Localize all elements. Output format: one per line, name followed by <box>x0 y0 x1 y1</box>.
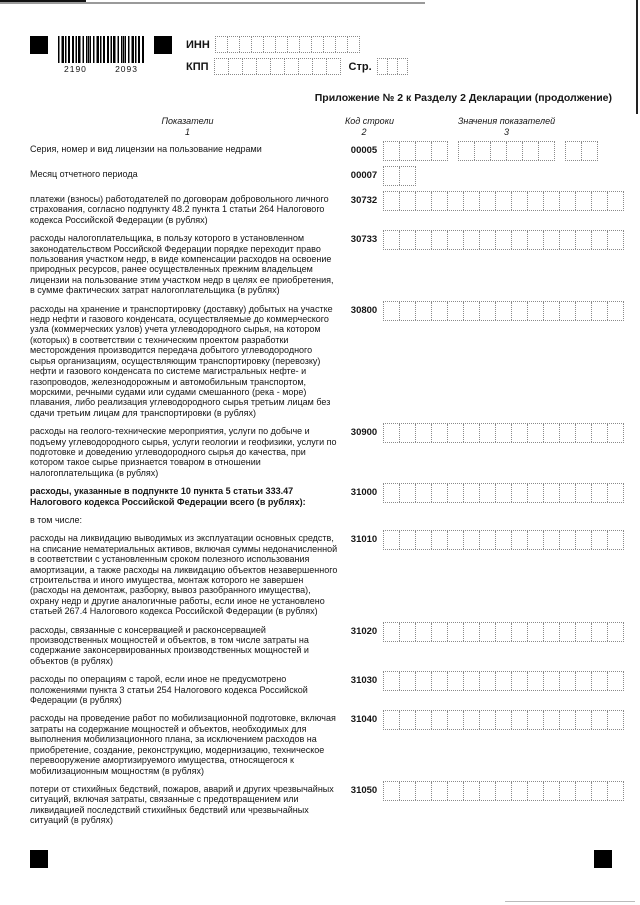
value-cell[interactable] <box>591 711 607 729</box>
row-label: Месяц отчетного периода <box>30 169 138 179</box>
column-header-line-code <box>345 116 394 138</box>
table-row <box>30 625 634 667</box>
barcode-digits <box>58 63 144 74</box>
value-cell[interactable] <box>463 672 479 690</box>
value-cell[interactable] <box>431 623 447 641</box>
scan-artifact <box>0 2 425 4</box>
page-title: Приложение № 2 к Разделу 2 Декларации (продолжение) <box>314 92 612 104</box>
page-number-input[interactable] <box>377 58 408 75</box>
table-row <box>30 194 634 225</box>
inn-input[interactable] <box>215 36 360 53</box>
value-cell[interactable] <box>591 531 607 549</box>
value-cell[interactable] <box>543 711 559 729</box>
value-cell[interactable] <box>399 531 415 549</box>
value-cell[interactable] <box>447 672 463 690</box>
value-cell[interactable] <box>543 531 559 549</box>
value-cell[interactable] <box>463 711 479 729</box>
row-value-cells <box>383 141 598 161</box>
value-cell[interactable] <box>431 672 447 690</box>
kpp-row <box>186 58 408 75</box>
row-code: 31020 <box>350 625 378 637</box>
value-cell[interactable] <box>384 672 399 690</box>
value-cell[interactable] <box>415 672 431 690</box>
value-cell[interactable] <box>384 167 399 185</box>
registration-mark <box>594 850 612 868</box>
value-cell[interactable] <box>566 142 581 160</box>
value-cell[interactable] <box>543 672 559 690</box>
value-cell[interactable] <box>384 782 399 800</box>
value-cell[interactable] <box>575 623 591 641</box>
value-cell[interactable] <box>463 231 479 249</box>
value-cell[interactable] <box>384 484 399 502</box>
value-cell-group <box>383 423 624 443</box>
row-code: 30732 <box>350 195 378 206</box>
row-code: 31030 <box>350 675 378 687</box>
value-cell[interactable] <box>415 192 431 210</box>
value-cell[interactable] <box>495 192 511 210</box>
value-cell[interactable] <box>511 231 527 249</box>
value-cell[interactable] <box>431 142 447 160</box>
value-cell-group <box>383 622 624 642</box>
scan-artifact <box>505 901 635 902</box>
row-label: в том числе: <box>30 514 82 525</box>
value-cell[interactable] <box>447 623 463 641</box>
value-cell-group <box>458 141 555 161</box>
value-cell[interactable] <box>511 192 527 210</box>
inn-row <box>186 36 408 53</box>
registration-mark <box>30 36 48 54</box>
value-cell-group <box>383 191 624 211</box>
table-row <box>30 426 634 478</box>
value-cell[interactable] <box>447 302 463 320</box>
table-row <box>30 674 634 705</box>
value-cell[interactable] <box>575 192 591 210</box>
value-cell[interactable] <box>511 424 527 442</box>
value-cell[interactable] <box>511 484 527 502</box>
scan-artifact <box>636 0 638 114</box>
input-cell[interactable] <box>311 37 323 52</box>
value-cell[interactable] <box>384 711 399 729</box>
value-cell[interactable] <box>399 484 415 502</box>
value-cell[interactable] <box>559 302 575 320</box>
row-label: расходы на геолого-технические мероприятия, услуги по добыче и подъему углеводородного сырья, услуги геологии и геофизики, услуги по подготовке и доведению углеводородного сырья до качества, при котором такое сырье признается товаром в отношении налогоплательщика (в рублях) <box>30 426 337 478</box>
input-cell[interactable] <box>228 59 242 74</box>
row-value-cells <box>383 230 624 250</box>
input-cell[interactable] <box>256 59 270 74</box>
value-cell[interactable] <box>511 623 527 641</box>
value-cell-group <box>383 710 624 730</box>
value-cell-group <box>383 301 624 321</box>
value-cell[interactable] <box>463 531 479 549</box>
value-cell[interactable] <box>495 782 511 800</box>
value-cell[interactable] <box>384 142 399 160</box>
row-label: расходы на хранение и транспортировку (доставку) добытых на участке недр нефти и газового конденсата, осуществляемые до коммерческого узла (коммерческих узлов) учета углеводородного сырья, на котором (которых) в соответствии с техническим проектом разработки месторождения производится передача добытого углеводородного сырья организациям, осуществляющим транспортировку (перевозку) нефти и газового конденсата по системе магистральных нефте- и газопроводов, железнодорожным и автомобильным транспортом, морскими, речными судами или судами смешанного (река - море) плавания, либо реализация углеводородного сырья третьим лицам без сдачи третьим лицам для транспортировки (в рублях) <box>30 303 333 418</box>
row-code: 31040 <box>350 714 378 726</box>
input-cell[interactable] <box>215 59 228 74</box>
row-code: 30800 <box>350 304 378 316</box>
value-cell-group <box>383 166 416 186</box>
column-header-values <box>383 116 630 138</box>
value-cell[interactable] <box>581 142 597 160</box>
value-cell[interactable] <box>495 711 511 729</box>
value-cell[interactable] <box>575 484 591 502</box>
value-cell[interactable] <box>495 231 511 249</box>
row-value-cells <box>383 530 624 550</box>
row-code: 00007 <box>350 170 378 181</box>
form-header <box>30 36 408 80</box>
value-cell[interactable] <box>591 231 607 249</box>
value-cell[interactable] <box>384 424 399 442</box>
value-cell[interactable] <box>384 192 399 210</box>
value-cell[interactable] <box>447 782 463 800</box>
value-cell[interactable] <box>495 672 511 690</box>
value-cell[interactable] <box>490 142 506 160</box>
value-cell[interactable] <box>511 672 527 690</box>
value-cell[interactable] <box>447 711 463 729</box>
table-row <box>30 304 634 418</box>
row-label: расходы на ликвидацию выводимых из эксплуатации основных средств, на списание нематериальных активов, включая суммы недоначисленной в соответствии с установленным сроком полезного использования амортизации, а также расходы на ликвидацию объектов незавершенного строительства и иного имущества, монтаж которого не завершен (расходы на демонтаж, разборку, вывоз разобранного имущества), охрану недр и другие аналогичные работы, если иное не установлено статьей 267.4 Налогового кодекса Российской Федерации (в рублях) <box>30 533 338 617</box>
value-cell[interactable] <box>415 231 431 249</box>
value-cell[interactable] <box>591 623 607 641</box>
value-cell[interactable] <box>559 531 575 549</box>
input-cell[interactable] <box>270 59 284 74</box>
value-cell[interactable] <box>415 782 431 800</box>
value-cell[interactable] <box>479 424 495 442</box>
value-cell[interactable] <box>538 142 554 160</box>
value-cell[interactable] <box>559 672 575 690</box>
id-fields <box>186 36 408 80</box>
row-label: платежи (взносы) работодателей по договорам добровольного личного страхования, согласно подпункту 48.2 пункта 1 статьи 264 Налогового кодекса Российской Федерации (в рублях) <box>30 194 329 225</box>
value-cell[interactable] <box>527 531 543 549</box>
value-cell[interactable] <box>575 531 591 549</box>
input-cell[interactable] <box>227 37 239 52</box>
column-header-indicators <box>30 116 345 138</box>
value-cell[interactable] <box>399 672 415 690</box>
row-label: расходы по операциям с тарой, если иное не предусмотрено положениями пункта 3 статьи 254 Налогового кодекса Российской Федерации (в рублях) <box>30 674 308 706</box>
value-cell[interactable] <box>479 302 495 320</box>
input-cell[interactable] <box>242 59 256 74</box>
table-row <box>30 713 634 775</box>
input-cell[interactable] <box>326 59 340 74</box>
input-cell[interactable] <box>323 37 335 52</box>
registration-mark <box>154 36 172 54</box>
value-cell[interactable] <box>527 302 543 320</box>
column-label: Показатели <box>161 116 214 126</box>
value-cell[interactable] <box>463 424 479 442</box>
input-cell[interactable] <box>284 59 298 74</box>
form-rows <box>30 144 634 834</box>
value-cell[interactable] <box>447 531 463 549</box>
value-cell-group <box>565 141 598 161</box>
value-cell[interactable] <box>591 782 607 800</box>
value-cell[interactable] <box>559 192 575 210</box>
value-cell[interactable] <box>591 302 607 320</box>
value-cell[interactable] <box>463 484 479 502</box>
input-cell[interactable] <box>378 59 387 74</box>
row-code <box>345 515 383 516</box>
value-cell[interactable] <box>591 192 607 210</box>
value-cell[interactable] <box>559 484 575 502</box>
input-cell[interactable] <box>397 59 407 74</box>
kpp-label: КПП <box>186 60 209 73</box>
row-value-cells <box>383 671 624 691</box>
value-cell[interactable] <box>431 424 447 442</box>
value-cell[interactable] <box>399 711 415 729</box>
value-cell[interactable] <box>463 623 479 641</box>
value-cell[interactable] <box>447 231 463 249</box>
value-cell[interactable] <box>479 531 495 549</box>
value-cell[interactable] <box>543 484 559 502</box>
barcode <box>58 36 144 63</box>
value-cell[interactable] <box>607 672 623 690</box>
value-cell[interactable] <box>543 231 559 249</box>
value-cell[interactable] <box>607 424 623 442</box>
value-cell[interactable] <box>447 484 463 502</box>
row-code: 30733 <box>350 234 378 246</box>
input-cell[interactable] <box>239 37 251 52</box>
inn-label: ИНН <box>186 38 210 51</box>
value-cell[interactable] <box>459 142 474 160</box>
value-cell-group <box>383 141 448 161</box>
input-cell[interactable] <box>335 37 347 52</box>
value-cell[interactable] <box>399 192 415 210</box>
value-cell[interactable] <box>591 424 607 442</box>
value-cell[interactable] <box>384 231 399 249</box>
value-cell[interactable] <box>559 623 575 641</box>
row-label: потери от стихийных бедствий, пожаров, аварий и других чрезвычайных ситуаций, включая затраты, связанные с предотвращением или ликвидацией последствий стихийных бедствий или чрезвычайных ситуаций (в рублях) <box>30 783 334 826</box>
row-value-cells <box>383 166 416 186</box>
value-cell[interactable] <box>575 672 591 690</box>
column-number: 2 <box>361 127 367 137</box>
value-cell[interactable] <box>527 782 543 800</box>
value-cell[interactable] <box>495 302 511 320</box>
table-row <box>30 515 634 525</box>
value-cell[interactable] <box>575 302 591 320</box>
value-cell[interactable] <box>575 782 591 800</box>
column-number: 1 <box>184 127 190 137</box>
row-label: расходы на проведение работ по мобилизационной подготовке, включая затраты на содержание мощностей и объектов, необходимых для выполнения мобилизационного плана, за исключением расходов на приобретение, создание, реконструкцию, модернизацию, техническое перевооружение амортизируемого имущества, относящегося к мобилизационным мощностям (в рублях) <box>30 713 336 776</box>
value-cell[interactable] <box>384 302 399 320</box>
value-cell[interactable] <box>431 711 447 729</box>
value-cell[interactable] <box>575 231 591 249</box>
table-row <box>30 233 634 295</box>
value-cell[interactable] <box>431 192 447 210</box>
value-cell[interactable] <box>543 424 559 442</box>
row-code: 31010 <box>350 534 378 546</box>
value-cell[interactable] <box>431 782 447 800</box>
value-cell[interactable] <box>607 231 623 249</box>
value-cell[interactable] <box>511 711 527 729</box>
value-cell[interactable] <box>415 424 431 442</box>
row-label: расходы, указанные в подпункте 10 пункта 5 статьи 333.47 Налогового кодекса Российской Федерации всего (в рублях): <box>30 486 306 507</box>
value-cell[interactable] <box>527 623 543 641</box>
row-value-cells <box>383 710 624 730</box>
value-cell[interactable] <box>415 711 431 729</box>
value-cell-group <box>383 781 624 801</box>
value-cell[interactable] <box>479 782 495 800</box>
column-number: 3 <box>503 127 509 137</box>
page-number-label: Стр. <box>348 60 372 73</box>
value-cell[interactable] <box>384 531 399 549</box>
value-cell[interactable] <box>463 302 479 320</box>
row-value-cells <box>383 301 624 321</box>
value-cell-group <box>383 530 624 550</box>
value-cell[interactable] <box>399 302 415 320</box>
input-cell[interactable] <box>298 59 312 74</box>
input-cell[interactable] <box>312 59 326 74</box>
value-cell[interactable] <box>431 302 447 320</box>
value-cell[interactable] <box>575 711 591 729</box>
value-cell[interactable] <box>463 782 479 800</box>
value-cell[interactable] <box>495 623 511 641</box>
input-cell[interactable] <box>299 37 311 52</box>
row-code: 31000 <box>350 487 378 499</box>
value-cell[interactable] <box>543 192 559 210</box>
value-cell[interactable] <box>527 711 543 729</box>
value-cell[interactable] <box>399 167 415 185</box>
row-label: расходы, связанные с консервацией и расконсервацией производственных мощностей и объектов, в том числе затраты на содержание законсервированных производственных мощностей и объектов (в рублях) <box>30 624 309 666</box>
input-cell[interactable] <box>263 37 275 52</box>
value-cell[interactable] <box>607 302 623 320</box>
barcode-digits-left: 2190 <box>64 64 87 74</box>
value-cell[interactable] <box>527 672 543 690</box>
value-cell[interactable] <box>384 623 399 641</box>
value-cell[interactable] <box>495 424 511 442</box>
value-cell-group <box>383 483 624 503</box>
value-cell[interactable] <box>607 484 623 502</box>
row-code: 31050 <box>350 784 378 796</box>
value-cell[interactable] <box>559 782 575 800</box>
value-cell[interactable] <box>511 531 527 549</box>
value-cell[interactable] <box>607 623 623 641</box>
value-cell[interactable] <box>591 484 607 502</box>
input-cell[interactable] <box>347 37 359 52</box>
value-cell[interactable] <box>495 484 511 502</box>
value-cell[interactable] <box>399 231 415 249</box>
value-cell[interactable] <box>399 623 415 641</box>
value-cell[interactable] <box>559 424 575 442</box>
row-value-cells <box>383 191 624 211</box>
value-cell[interactable] <box>575 424 591 442</box>
input-cell[interactable] <box>275 37 287 52</box>
value-cell-group <box>383 230 624 250</box>
value-cell[interactable] <box>559 231 575 249</box>
value-cell[interactable] <box>479 711 495 729</box>
value-cell[interactable] <box>415 623 431 641</box>
value-cell[interactable] <box>415 142 431 160</box>
barcode-block <box>58 36 144 74</box>
value-cell[interactable] <box>591 672 607 690</box>
value-cell[interactable] <box>511 782 527 800</box>
column-label: Код строки <box>345 116 394 126</box>
value-cell[interactable] <box>559 711 575 729</box>
table-row <box>30 169 634 186</box>
table-row <box>30 784 634 826</box>
row-value-cells <box>383 781 624 801</box>
value-cell[interactable] <box>415 302 431 320</box>
value-cell[interactable] <box>431 484 447 502</box>
table-column-headers <box>30 116 630 138</box>
value-cell[interactable] <box>415 531 431 549</box>
value-cell-group <box>383 671 624 691</box>
value-cell[interactable] <box>511 302 527 320</box>
registration-mark <box>30 850 48 868</box>
value-cell[interactable] <box>495 531 511 549</box>
value-cell[interactable] <box>543 623 559 641</box>
row-label: Серия, номер и вид лицензии на пользование недрами <box>30 144 262 154</box>
value-cell[interactable] <box>474 142 490 160</box>
value-cell[interactable] <box>447 424 463 442</box>
value-cell[interactable] <box>506 142 522 160</box>
value-cell[interactable] <box>399 142 415 160</box>
table-row <box>30 533 634 616</box>
value-cell[interactable] <box>479 623 495 641</box>
value-cell[interactable] <box>607 192 623 210</box>
value-cell[interactable] <box>399 782 415 800</box>
table-row <box>30 144 634 161</box>
value-cell[interactable] <box>479 192 495 210</box>
value-cell[interactable] <box>479 484 495 502</box>
value-cell[interactable] <box>543 302 559 320</box>
value-cell[interactable] <box>415 484 431 502</box>
barcode-digits-right: 2093 <box>115 64 138 74</box>
row-label: расходы налогоплательщика, в пользу которого в установленном законодательством Российской Федерации порядке переходит право пользования участком недр, в виде компенсации расходов на освоение природных ресурсов, ранее осуществленных прежним владельцем лицензии на пользование этим участком недр в целях ее приобретения, в сумме фактических затрат налогоплательщика (в рублях) <box>30 233 334 296</box>
input-cell[interactable] <box>287 37 299 52</box>
value-cell[interactable] <box>399 424 415 442</box>
value-cell[interactable] <box>543 782 559 800</box>
value-cell[interactable] <box>607 531 623 549</box>
input-cell[interactable] <box>251 37 263 52</box>
value-cell[interactable] <box>527 484 543 502</box>
value-cell[interactable] <box>527 231 543 249</box>
row-value-cells <box>383 423 624 443</box>
column-label: Значения показателей <box>457 116 556 126</box>
value-cell[interactable] <box>463 192 479 210</box>
table-row <box>30 486 634 507</box>
value-cell[interactable] <box>447 192 463 210</box>
value-cell[interactable] <box>479 672 495 690</box>
value-cell[interactable] <box>527 424 543 442</box>
row-code: 00005 <box>350 145 378 156</box>
value-cell[interactable] <box>607 782 623 800</box>
row-value-cells <box>383 483 624 503</box>
value-cell[interactable] <box>527 192 543 210</box>
input-cell[interactable] <box>387 59 397 74</box>
value-cell[interactable] <box>607 711 623 729</box>
value-cell[interactable] <box>522 142 538 160</box>
row-code: 30900 <box>350 427 378 439</box>
input-cell[interactable] <box>216 37 227 52</box>
value-cell[interactable] <box>479 231 495 249</box>
kpp-input[interactable] <box>214 58 341 75</box>
row-value-cells <box>383 622 624 642</box>
value-cell[interactable] <box>431 531 447 549</box>
value-cell[interactable] <box>431 231 447 249</box>
